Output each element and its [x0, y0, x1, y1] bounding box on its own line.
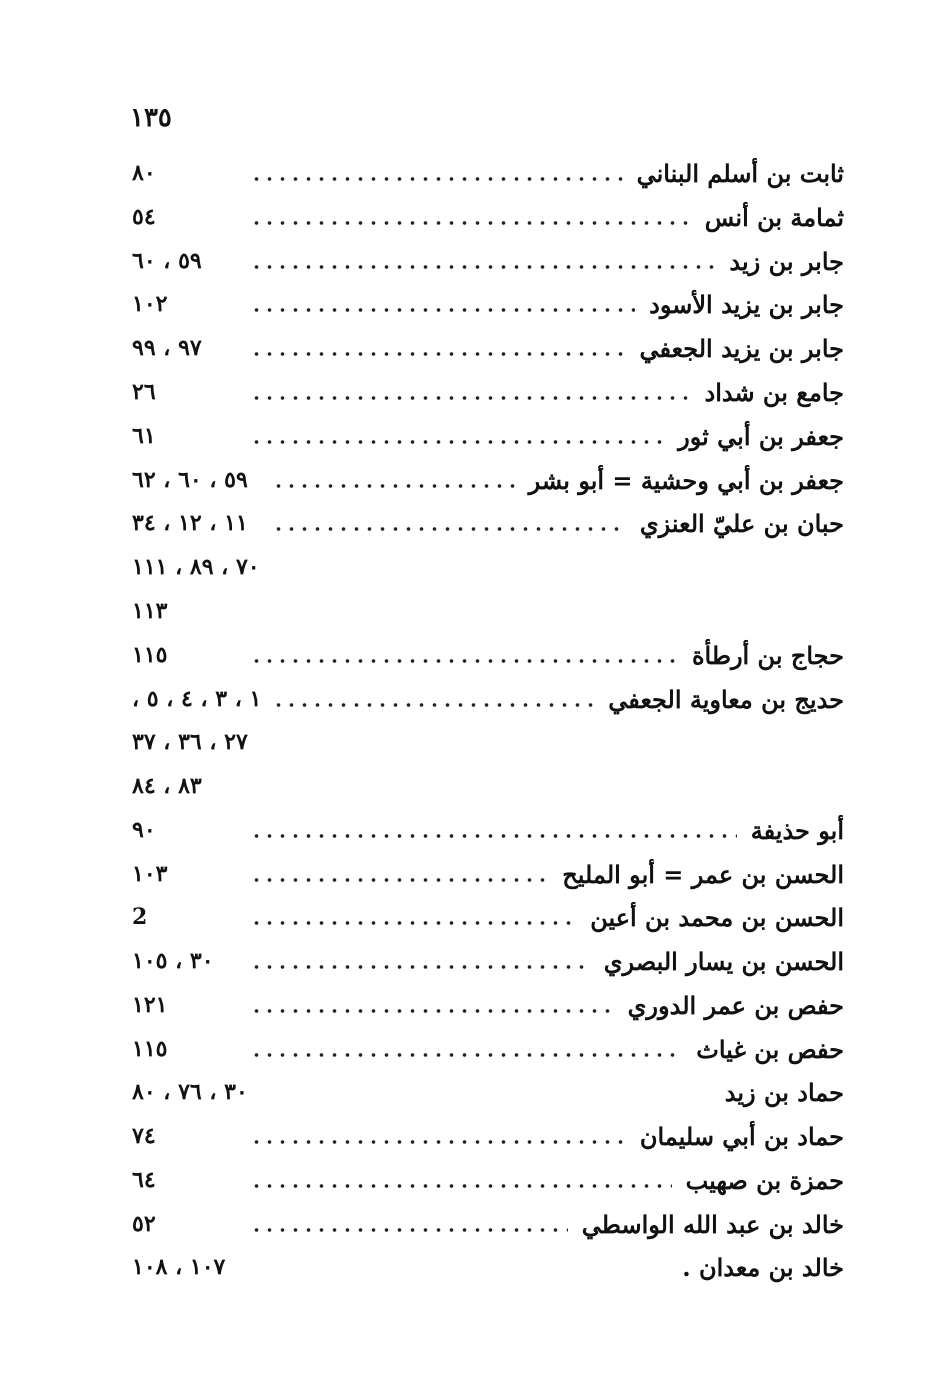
- dotted-leader: [250, 1184, 672, 1188]
- entry-pages: ٩٠: [132, 817, 156, 843]
- entry-name: حجاج بن أرطأة: [691, 640, 844, 670]
- index-entry: [132, 375, 844, 409]
- entry-name: الحسن بن محمد بن أعين: [590, 902, 844, 932]
- entry-pages: ٣٠ ، ٧٦ ، ٨٠: [132, 1079, 248, 1105]
- entry-pages: ١٠٢: [132, 291, 168, 317]
- entry-name: أبو حذيفة: [750, 815, 844, 845]
- dotted-leader: [250, 221, 691, 225]
- entry-pages: ٣٠ ، ١٠٥: [132, 948, 214, 974]
- entry-pages: ١ ، ٣ ، ٤ ، ٥ ،: [132, 686, 262, 712]
- index-entry: [132, 1250, 844, 1284]
- dotted-leader: [272, 527, 626, 531]
- entry-name: حماد بن أبي سليمان: [639, 1121, 844, 1151]
- entry-pages: ٩٧ ، ٩٩: [132, 335, 202, 361]
- dotted-leader: [272, 484, 515, 488]
- entry-name: جعفر بن أبي وحشية = أبو بشر: [528, 465, 844, 495]
- index-entry: [132, 813, 844, 847]
- entry-pages: ٥٩ ، ٦٠: [132, 248, 202, 274]
- entry-name: حفص بن غياث: [696, 1034, 844, 1064]
- entry-name: الحسن بن يسار البصري: [603, 946, 844, 976]
- entry-pages: ١٠٣: [132, 861, 168, 887]
- entry-name: جابر بن يزيد الجعفي: [639, 333, 844, 363]
- entry-name: جعفر بن أبي ثور: [678, 421, 844, 451]
- entry-name: حمزة بن صهيب: [685, 1165, 844, 1195]
- entry-name: ثابت بن أسلم البناني: [636, 158, 844, 188]
- entry-pages-continuation: ٧٠ ، ٨٩ ، ١١١: [132, 554, 260, 580]
- page-number: ١٣٥: [130, 103, 172, 133]
- dotted-leader: [250, 921, 576, 925]
- dotted-leader: [250, 1228, 568, 1232]
- entry-pages: ١٢١: [132, 992, 168, 1018]
- entry-pages-continuation: ٨٣ ، ٨٤: [132, 773, 202, 799]
- entry-pages: ٦١: [132, 423, 156, 449]
- entry-pages: ٧٤: [132, 1123, 156, 1149]
- entry-pages-continuation: ٢٧ ، ٣٦ ، ٣٧: [132, 729, 248, 755]
- entry-name: خالد بن معدان .: [682, 1252, 844, 1282]
- entry-name: حفص بن عمر الدوري: [627, 990, 844, 1020]
- index-entry: [132, 1119, 844, 1153]
- index-entry: [132, 900, 844, 934]
- entry-name: جامع بن شداد: [704, 377, 844, 407]
- entry-name: حديج بن معاوية الجعفي: [608, 684, 844, 714]
- entry-name: جابر بن زيد: [729, 246, 844, 276]
- dotted-leader: [250, 878, 548, 882]
- index-entry: [132, 287, 844, 321]
- dotted-leader: [250, 834, 737, 838]
- dotted-leader: [250, 440, 664, 444]
- entry-pages: ٦٤: [132, 1167, 156, 1193]
- dotted-leader: [250, 1053, 682, 1057]
- index-entry: [132, 200, 844, 234]
- index-entry: [132, 638, 844, 672]
- dotted-leader: [250, 1140, 626, 1144]
- entry-pages: ١٠٧ ، ١٠٨: [132, 1254, 226, 1280]
- entry-pages: ٥٩ ، ٦٠ ، ٦٢: [132, 467, 248, 493]
- entry-pages: ٥٤: [132, 204, 156, 230]
- index-entry: [132, 1075, 844, 1109]
- index-entry: [132, 1207, 844, 1241]
- entry-name: ثمامة بن أنس: [704, 202, 844, 232]
- dotted-leader: [250, 352, 626, 356]
- entry-pages: ١١٥: [132, 642, 168, 668]
- dotted-leader: [250, 265, 715, 269]
- entry-name: جابر بن يزيد الأسود: [649, 289, 844, 319]
- index-entry: [132, 944, 844, 978]
- entry-pages: ١١ ، ١٢ ، ٣٤: [132, 510, 248, 536]
- index-entry: [132, 682, 844, 716]
- entry-name: الحسن بن عمر = أبو المليح: [562, 859, 844, 889]
- index-entry: [132, 1032, 844, 1066]
- dotted-leader: [272, 703, 594, 707]
- entry-name: خالد بن عبد الله الواسطي: [581, 1209, 844, 1239]
- index-entry: [132, 857, 844, 891]
- index-entry: [132, 331, 844, 365]
- index-entry: [132, 419, 844, 453]
- entry-name: حماد بن زيد: [724, 1077, 844, 1107]
- entry-pages: ٨٠: [132, 160, 156, 186]
- index-entry: [132, 988, 844, 1022]
- dotted-leader: [250, 965, 590, 969]
- index-entry: [132, 506, 844, 540]
- dotted-leader: [250, 1009, 614, 1013]
- index-entry: [132, 1163, 844, 1197]
- entry-pages: ٥٢: [132, 1211, 156, 1237]
- dotted-leader: [250, 659, 678, 663]
- entry-pages: ١١٥: [132, 1036, 168, 1062]
- index-entry: [132, 244, 844, 278]
- entry-pages-continuation: ١١٣: [132, 598, 168, 624]
- entry-name: حبان بن عليّ العنزي: [639, 508, 844, 538]
- entry-pages: 2: [132, 904, 148, 930]
- entry-pages: ٢٦: [132, 379, 156, 405]
- dotted-leader: [250, 308, 635, 312]
- dotted-leader: [250, 396, 691, 400]
- dotted-leader: [250, 177, 623, 181]
- index-entry: [132, 156, 844, 190]
- index-entry: [132, 463, 844, 497]
